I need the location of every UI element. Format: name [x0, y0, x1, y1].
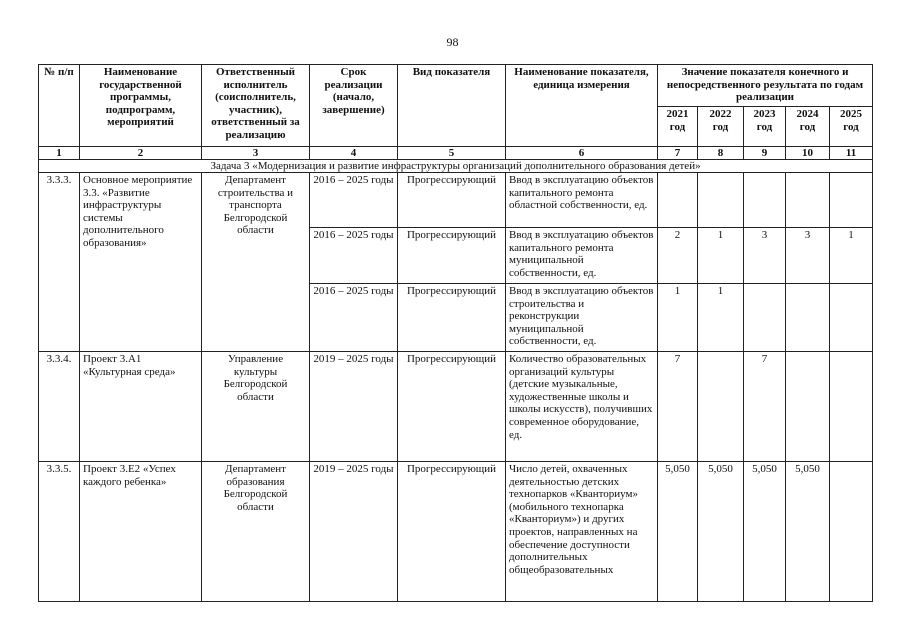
indicator-type: Прогрессирующий	[398, 228, 506, 284]
column-number: 9	[744, 147, 786, 160]
value-2025	[830, 352, 873, 462]
program-name: Основное мероприятие 3.3. «Развитие инфраструктуры системы дополнительного образования»	[80, 173, 202, 352]
value-2025	[830, 462, 873, 602]
responsible-executor: Департамент строительства и транспорта Белгородской области	[202, 173, 310, 352]
header-term: Срок реализации (начало, завершение)	[310, 65, 398, 147]
header-indicator-type: Вид показателя	[398, 65, 506, 147]
value-2022: 1	[698, 228, 744, 284]
column-number: 5	[398, 147, 506, 160]
header-year-2021: 2021 год	[658, 107, 698, 147]
value-2023: 5,050	[744, 462, 786, 602]
responsible-executor: Департамент образования Белгородской области	[202, 462, 310, 602]
column-number: 4	[310, 147, 398, 160]
program-name: Проект 3.Е2 «Успех каждого ребенка»	[80, 462, 202, 602]
value-2024: 3	[786, 228, 830, 284]
value-2023: 3	[744, 228, 786, 284]
value-2023: 7	[744, 352, 786, 462]
value-2023	[744, 284, 786, 352]
task-row	[39, 160, 873, 173]
header-row	[39, 65, 873, 107]
table-row	[39, 462, 873, 602]
indicator-type: Прогрессирующий	[398, 462, 506, 602]
page-number: 98	[446, 35, 459, 49]
indicator-type: Прогрессирующий	[398, 284, 506, 352]
row-number: 3.3.4.	[39, 352, 80, 462]
value-2022: 5,050	[698, 462, 744, 602]
header-responsible: Ответственный исполнитель (соисполнитель, участник), ответственный за реализацию	[202, 65, 310, 147]
header-indicator-name: Наименование показателя, единица измерения	[506, 65, 658, 147]
task-title: Задача 3 «Модернизация и развитие инфраструктуры организаций дополнительного образования детей»	[39, 160, 873, 173]
term: 2016 – 2025 годы	[310, 284, 398, 352]
value-2022	[698, 173, 744, 228]
column-number: 1	[39, 147, 80, 160]
header-year-2024: 2024 год	[786, 107, 830, 147]
indicator-type: Прогрессирующий	[398, 352, 506, 462]
value-2024	[786, 173, 830, 228]
value-2024: 5,050	[786, 462, 830, 602]
column-number: 11	[830, 147, 873, 160]
header-num: № п/п	[39, 65, 80, 147]
header-year-2023: 2023 год	[744, 107, 786, 147]
header-values: Значение показателя конечного и непосредственного результата по годам реализации	[658, 65, 873, 107]
value-2021	[658, 173, 698, 228]
row-number: 3.3.3.	[39, 173, 80, 352]
column-numbers-row	[39, 147, 873, 160]
column-number: 7	[658, 147, 698, 160]
indicator-name: Ввод в эксплуатацию объектов капитального ремонта муниципальной собственности, ед.	[506, 228, 658, 284]
responsible-executor: Управление культуры Белгородской области	[202, 352, 310, 462]
header-program: Наименование государственной программы, подпрограмм, мероприятий	[80, 65, 202, 147]
table-row	[39, 352, 873, 462]
value-2024	[786, 352, 830, 462]
indicators-table	[38, 64, 873, 602]
value-2021: 5,050	[658, 462, 698, 602]
value-2021: 2	[658, 228, 698, 284]
indicator-name: Ввод в эксплуатацию объектов капитального ремонта областной собственности, ед.	[506, 173, 658, 228]
term: 2016 – 2025 годы	[310, 228, 398, 284]
value-2025	[830, 284, 873, 352]
value-2022	[698, 352, 744, 462]
value-2021: 1	[658, 284, 698, 352]
row-number: 3.3.5.	[39, 462, 80, 602]
column-number: 8	[698, 147, 744, 160]
indicator-type: Прогрессирующий	[398, 173, 506, 228]
program-name: Проект 3.А1 «Культурная среда»	[80, 352, 202, 462]
value-2025	[830, 173, 873, 228]
term: 2019 – 2025 годы	[310, 462, 398, 602]
value-2021: 7	[658, 352, 698, 462]
indicator-name: Количество образовательных организаций культуры (детские музыкальные, художественные школы и школы искусств), получивших современное оборудование, ед.	[506, 352, 658, 462]
indicator-name: Число детей, охваченных деятельностью детских технопарков «Кванториум» (мобильного технопарка «Кванториум») и других проектов, направленных на обеспечение доступности дополнительных общеобразовательных	[506, 462, 658, 602]
table-row	[39, 173, 873, 228]
header-year-2022: 2022 год	[698, 107, 744, 147]
value-2023	[744, 173, 786, 228]
column-number: 3	[202, 147, 310, 160]
value-2025: 1	[830, 228, 873, 284]
term: 2016 – 2025 годы	[310, 173, 398, 228]
column-number: 6	[506, 147, 658, 160]
value-2024	[786, 284, 830, 352]
header-year-2025: 2025 год	[830, 107, 873, 147]
indicator-name: Ввод в эксплуатацию объектов строительства и реконструкции муниципальной собственности, ед.	[506, 284, 658, 352]
column-number: 2	[80, 147, 202, 160]
column-number: 10	[786, 147, 830, 160]
term: 2019 – 2025 годы	[310, 352, 398, 462]
value-2022: 1	[698, 284, 744, 352]
